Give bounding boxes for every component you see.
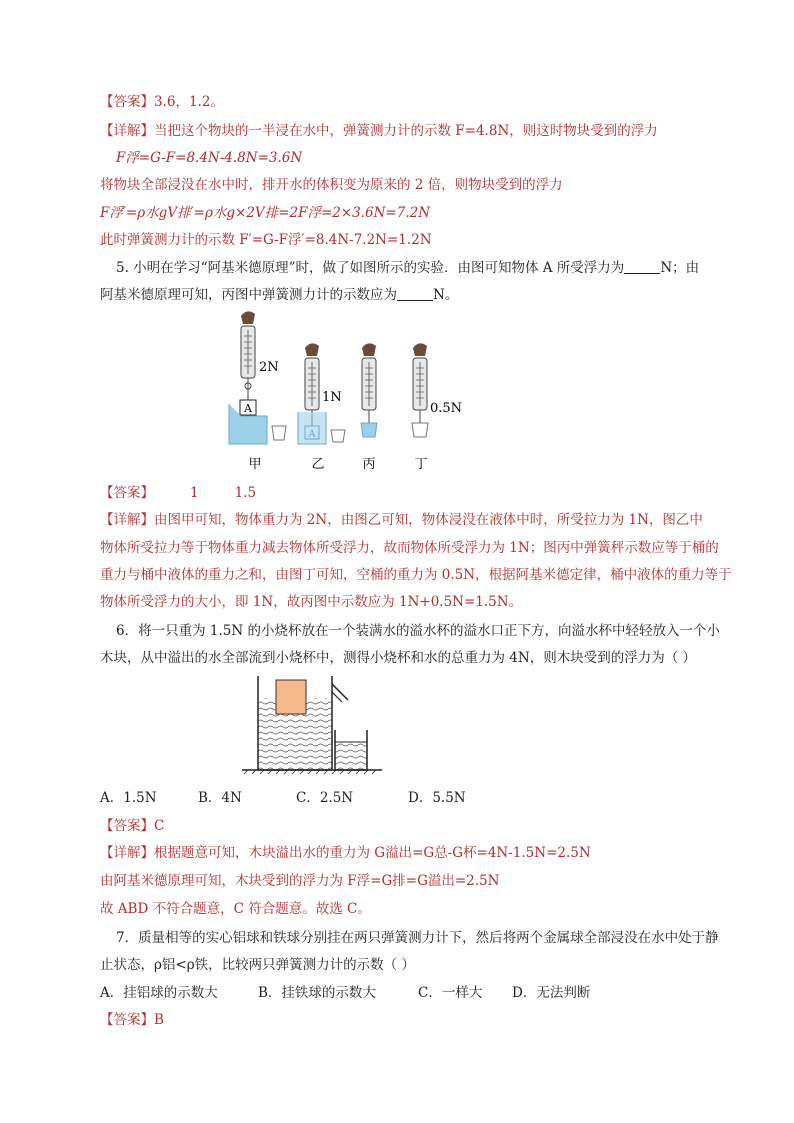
option-a[interactable]: A．挂铝球的示数大 [100, 985, 218, 1001]
detail-tag: 【详解】 [100, 845, 154, 861]
detail-6-line1 [100, 843, 591, 863]
answer-7 [100, 1010, 164, 1030]
option-b[interactable]: B．挂铁球的示数大 [258, 985, 376, 1001]
question-text: N；由 [660, 260, 700, 276]
answer-tag: 【答案】 [100, 1012, 154, 1028]
detail-line: 将物块全部浸没在水中时，排开水的体积变为原来的 2 倍，则物块受到的浮力 [100, 177, 563, 193]
scale-yi [298, 343, 345, 472]
answer-tag: 【答案】 [100, 485, 154, 501]
detail-6-line3: 故 ABD 不符合题意，C 符合题意。故选 C。 [100, 901, 371, 917]
scale-bing [361, 343, 377, 472]
caption-ding: 丁 [414, 457, 428, 472]
spring-scale-experiment-figure [225, 308, 463, 473]
question-text: 阿基米德原理可知，丙图中弹簧测力计的示数应为 [100, 287, 397, 303]
caption-bing: 丙 [362, 457, 376, 472]
overflow-cup-figure [238, 670, 388, 780]
option-c[interactable]: C．2.5N [296, 790, 354, 806]
detail-5-line2: 物体所受拉力等于物体重力减去物体所受浮力，故而物体所受浮力为 1N；图丙中弹簧秤示数应等于桶的 [100, 540, 719, 556]
formula-line: F浮′=ρ水gV排′=ρ水g×2V排=2F浮=2×3.6N=7.2N [100, 205, 431, 221]
question-6-options [100, 788, 466, 808]
question-7-options [100, 983, 590, 1003]
answer-blank [397, 286, 433, 301]
option-b[interactable]: B．4N [198, 790, 242, 806]
answer-tag: 【答案】 [100, 94, 154, 110]
detail-text: 由图甲可知，物体重力为 2N，由图乙可知，物体浸没在液体中时，所受拉力为 1N，图乙中 [154, 512, 703, 528]
answer-text: C [154, 818, 165, 834]
detail-5-line1 [100, 510, 703, 530]
question-6-line1: 6．将一只重为 1.5N 的小烧杯放在一个装满水的溢水杯的溢水口正下方，向溢水杯中轻轻放入一个小 [116, 623, 720, 639]
option-a[interactable]: A．1.5N [100, 790, 157, 806]
answer-text: 3.6，1.2。 [154, 94, 224, 110]
reading-yi: 1N [322, 390, 342, 405]
answer-line-prev [100, 92, 224, 112]
answer-5 [100, 483, 256, 503]
answer-text: B [154, 1012, 164, 1028]
question-5-line2 [100, 285, 458, 305]
answer-6 [100, 816, 164, 836]
answer-value-2: 1.5 [234, 485, 257, 501]
answer-blank [624, 259, 660, 274]
question-text: N。 [433, 287, 459, 303]
scale-ding [412, 343, 462, 472]
detail-6-line2: 由阿基米德原理可知，木块受到的浮力为 F浮=G排=G溢出=2.5N [100, 873, 500, 889]
option-c[interactable]: C．一样大 [418, 985, 483, 1001]
detail-line: 此时弹簧测力计的示数 F′=G-F浮′=8.4N-7.2N=1.2N [100, 232, 432, 248]
answer-tag: 【答案】 [100, 818, 154, 834]
option-d[interactable]: D．5.5N [408, 790, 466, 806]
question-text: 5. 小明在学习“阿基米德原理”时，做了如图所示的实验．由图可知物体 A 所受浮力为 [116, 260, 625, 276]
detail-5-line3: 重力与桶中液体的重力之和，由图丁可知，空桶的重力为 0.5N，根据阿基米德定律，桶中液体的重力等于 [100, 567, 732, 583]
reading-ding: 0.5N [430, 401, 463, 416]
detail-tag: 【详解】 [100, 512, 154, 528]
detail-tag: 【详解】 [100, 123, 154, 139]
caption-jia: 甲 [248, 457, 262, 472]
formula-line: F浮=G-F=8.4N-4.8N=3.6N [116, 150, 303, 166]
question-5-line1 [116, 258, 699, 278]
question-6-line2: 木块，从中溢出的水全部流到小烧杯中，测得小烧杯和水的总重力为 4N，则木块受到的浮力为（ ） [100, 650, 696, 666]
answer-value-1: 1 [190, 485, 199, 501]
reading-jia: 2N [259, 360, 279, 375]
detail-text: 根据题意可知，木块溢出水的重力为 G溢出=G总-G杯=4N-1.5N=2.5N [154, 845, 591, 861]
scale-jia [229, 311, 286, 472]
caption-yi: 乙 [311, 457, 325, 472]
question-7-line2: 止状态，ρ铝<ρ铁，比较两只弹簧测力计的示数（ ） [100, 957, 415, 973]
question-7-line1: 7．质量相等的实心铝球和铁球分别挂在两只弹簧测力计下，然后将两个金属球全部浸没在水中处于静 [116, 930, 719, 946]
option-d[interactable]: D．无法判断 [512, 985, 591, 1001]
detail-text: 当把这个物块的一半浸在水中，弹簧测力计的示数 F=4.8N，则这时物块受到的浮力 [154, 123, 658, 139]
block-label: A [244, 402, 252, 415]
svg-text:A: A [308, 429, 316, 440]
detail-5-line4: 物体所受浮力的大小，即 1N，故丙图中示数应为 1N+0.5N=1.5N。 [100, 594, 523, 610]
detail-line [100, 121, 658, 141]
